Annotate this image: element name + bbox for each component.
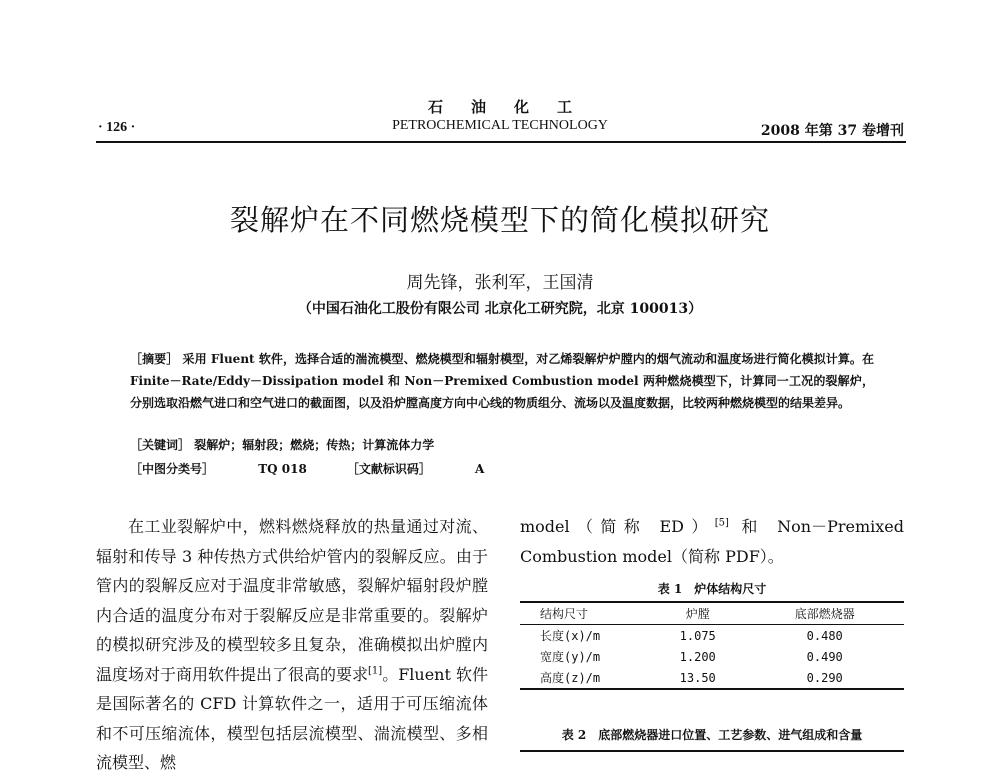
table-cell: 0.290: [806, 670, 843, 685]
class-value: TQ 018: [258, 462, 307, 476]
keywords-text: 裂解炉；辐射段；燃烧；传热；计算流体力学: [194, 438, 435, 452]
doc-value: A: [475, 462, 485, 476]
keywords-label: ［关键词］: [130, 438, 191, 452]
journal-name-cn: 石油化工: [427, 98, 600, 116]
table-cell: 0.490: [806, 649, 843, 664]
keywords: [130, 436, 434, 453]
issue-info: 2008 年第 37 卷增刊: [760, 123, 904, 139]
table-row: [520, 646, 904, 667]
table-cell: 1.200: [679, 649, 716, 664]
table-header-cell: 炉膛: [685, 607, 710, 621]
table-header-cell: 底部燃烧器: [794, 607, 855, 621]
page-number: · 126 ·: [98, 120, 136, 135]
left-text: 在工业裂解炉中，燃料燃烧释放的热量通过对流、辐射和传导 3 种传热方式供给炉管内的裂解反应。由于管内的裂解反应对于温度非常敏感，裂解炉辐射段炉膛内合适的温度分布对于裂解反应是非常重要的。裂解炉的模拟研究涉及的模型较多且复杂，准确模拟出炉膛内温度场对于商用软件提出了很高的要求: [96, 517, 488, 684]
abstract-text: 采用 Fluent 软件，选择合适的湍流模型、燃烧模型和辐射模型，对乙烯裂解炉炉膛内的烟气流动和温度场进行简化模拟计算。在 Finite－Rate/Eddy－Dissipation model 和 Non－Premixed Combustion model 两种燃烧模型下，计算同一工况的裂解炉，分别选取沿燃气进口和空气进口的截面图，以及沿炉膛高度方向中心线的物质组分、流场以及温度数据，比较两种燃烧模型的结果差异。: [130, 352, 874, 410]
abstract: [130, 348, 874, 414]
table-cell: 13.50: [679, 670, 716, 685]
table-header-cell: 结构尺寸: [540, 607, 589, 621]
table-cell: 1.075: [679, 628, 716, 643]
left-text-2: 。Fluent 软件是国际著名的 CFD 计算软件之一，适用于可压缩流体和不可压缩流体，模型包括层流模型、湍流模型、多相流模型、燃: [96, 664, 489, 772]
abstract-label: ［摘要］: [130, 352, 179, 366]
table2-top-rule: [520, 750, 904, 752]
table1: [520, 601, 904, 690]
table-cell: 宽度(y)/m: [540, 650, 601, 664]
reference-marker: [5]: [714, 517, 729, 529]
table-row: [520, 625, 904, 647]
doc-label: ［文献标识码］: [346, 462, 431, 476]
class-number: [130, 462, 307, 476]
table2-caption: 表 2 底部燃烧器进口位置、工艺参数、进气组成和含量: [561, 728, 863, 742]
body-left-column: [96, 512, 488, 778]
reference-marker: [1]: [368, 665, 383, 677]
table-row: [520, 667, 904, 689]
class-label: ［中图分类号］: [130, 462, 215, 476]
header-rule: [96, 141, 906, 143]
classification: [130, 460, 484, 477]
right-text-b: 和 Non－Premixed Combustion model（简称 PDF）。: [520, 517, 904, 566]
doc-code: [347, 462, 485, 476]
article-title: 裂解炉在不同燃烧模型下的简化模拟研究: [229, 203, 770, 237]
body-right-column: [520, 512, 904, 571]
affiliation: （中国石油化工股份有限公司 北京化工研究院，北京 100013）: [297, 301, 703, 317]
journal-name-en: PETROCHEMICAL TECHNOLOGY: [392, 118, 608, 133]
table-header-row: [520, 602, 904, 625]
right-text-a: model（简称 ED）: [520, 517, 715, 536]
authors: 周先锋，张利军，王国清: [406, 273, 594, 293]
table-cell: 0.480: [806, 628, 843, 643]
table1-caption: 表 1 炉体结构尺寸: [657, 582, 767, 596]
table-cell: 长度(x)/m: [540, 629, 601, 643]
table-cell: 高度(z)/m: [540, 671, 601, 685]
